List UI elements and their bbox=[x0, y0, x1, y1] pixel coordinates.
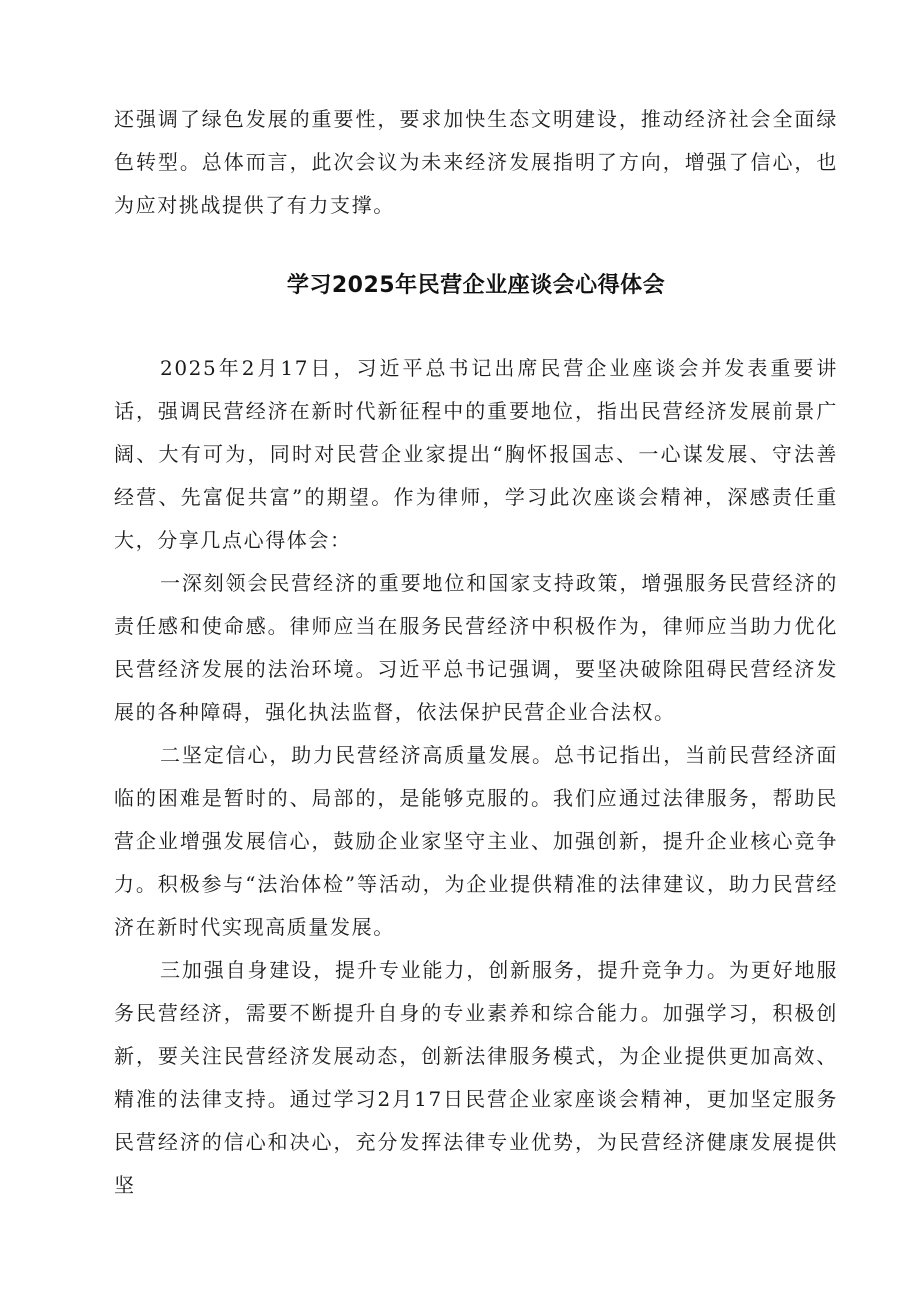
intro-paragraph: 还强调了绿色发展的重要性，要求加快生态文明建设，推动经济社会全面绿色转型。总体而言，此次会议为未来经济发展指明了方向，增强了信心，也为应对挑战提供了有力支撑。 bbox=[114, 107, 838, 217]
body-paragraph-2: 一深刻领会民营经济的重要地位和国家支持政策，增强服务民营经济的责任感和使命感。律师应当在服务民营经济中积极作为，律师应当助力优化民营经济发展的法治环境。习近平总书记强调，要坚决破除阻碍民营经济发展的各种障碍，强化执法监督，依法保护民营企业合法权。 bbox=[114, 571, 838, 724]
body-paragraph-1: 2025年2月17日，习近平总书记出席民营企业座谈会并发表重要讲话，强调民营经济在新时代新征程中的重要地位，指出民营经济发展前景广阔、大有可为，同时对民营企业家提出“胸怀报国志、一心谋发展、守法善经营、先富促共富”的期望。作为律师，学习此次座谈会精神，深感责任重大，分享几点心得体会： bbox=[114, 356, 838, 552]
document-title: 学习2025年民营企业座谈会心得体会 bbox=[286, 273, 666, 298]
body-paragraph-4: 三加强自身建设，提升专业能力，创新服务，提升竞争力。为更好地服务民营经济，需要不断提升自身的专业素养和综合能力。加强学习，积极创新，要关注民营经济发展动态，创新法律服务模式，为企业提供更加高效、精准的法律支持。通过学习2月17日民营企业家座谈会精神，更加坚定服务民营经济的信心和决心，充分发挥法律专业优势，为民营经济健康发展提供坚 bbox=[114, 958, 838, 1197]
body-paragraph-3: 二坚定信心，助力民营经济高质量发展。总书记指出，当前民营经济面临的困难是暂时的、局部的，是能够克服的。我们应通过法律服务，帮助民营企业增强发展信心，鼓励企业家坚守主业、加强创新，提升企业核心竞争力。积极参与“法治体检”等活动，为企业提供精准的法律建议，助力民营经济在新时代实现高质量发展。 bbox=[114, 743, 838, 939]
